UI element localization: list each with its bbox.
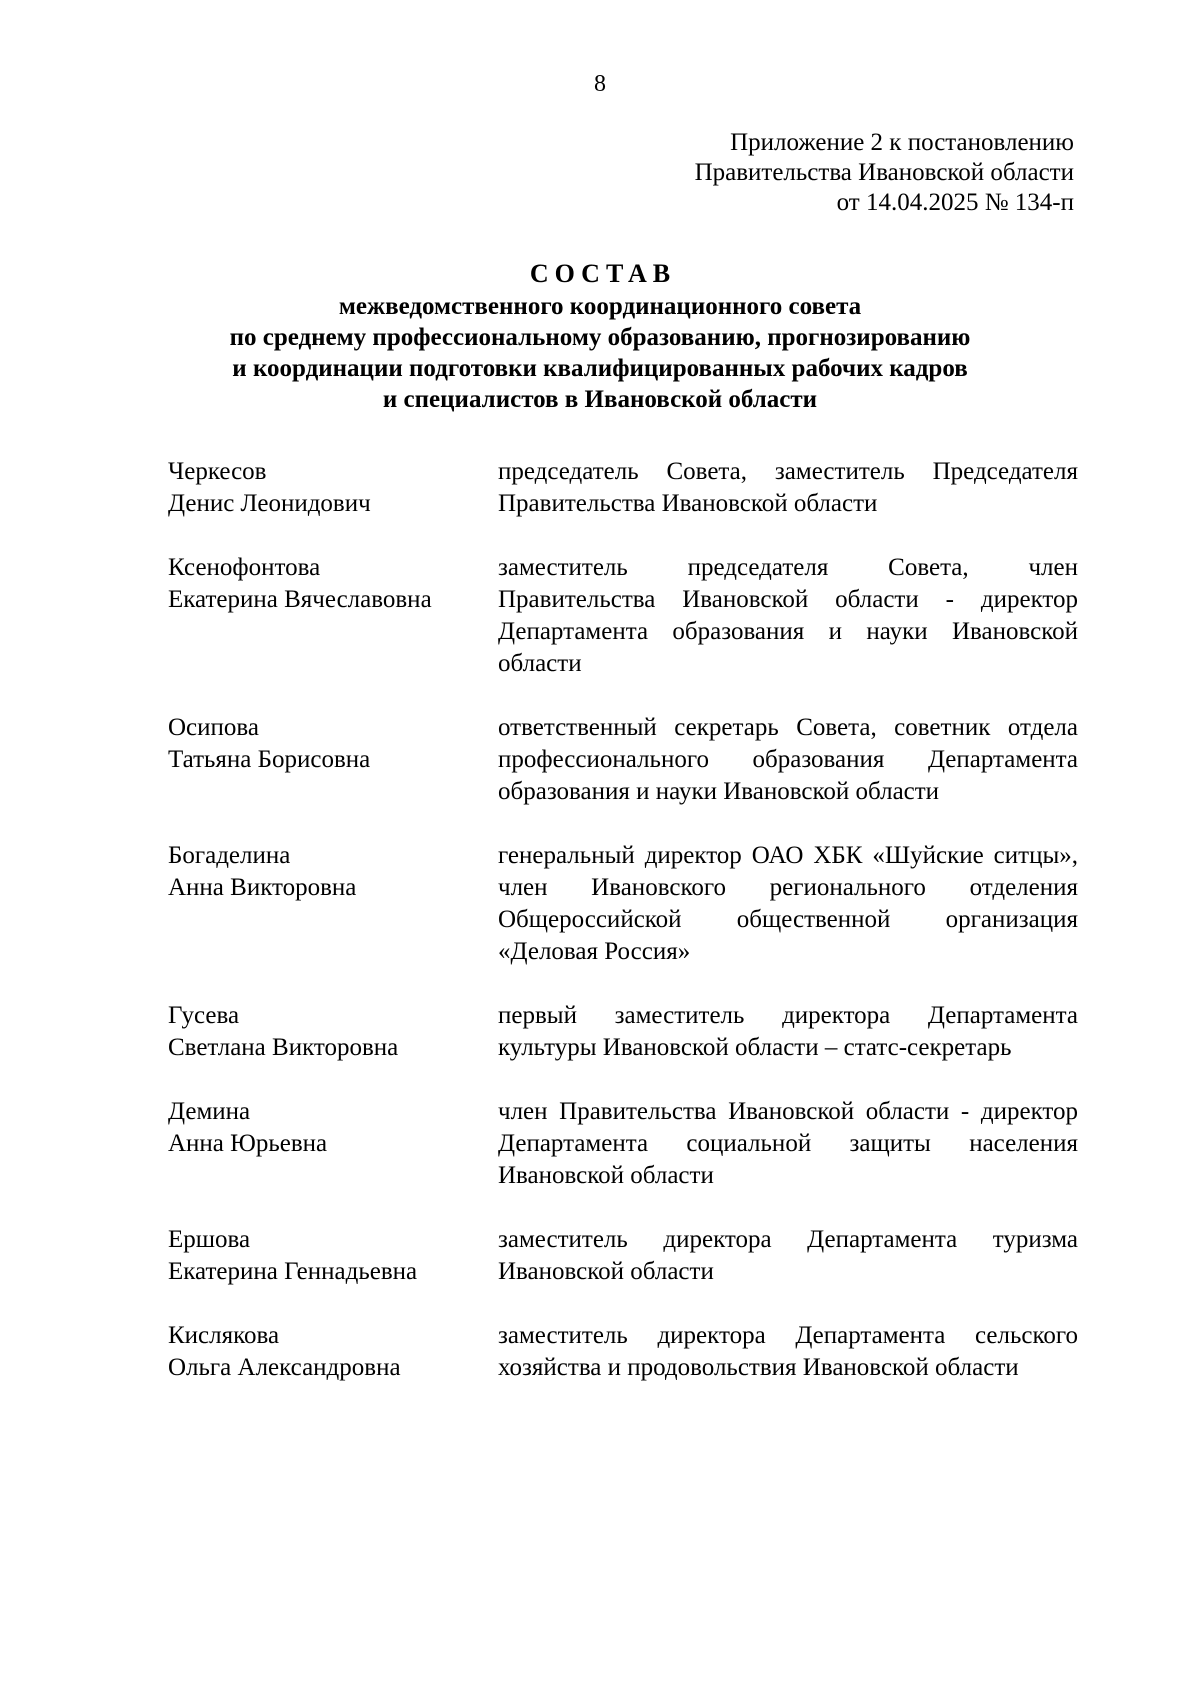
member-entry bbox=[168, 840, 1078, 968]
member-given-names: Татьяна Борисовна bbox=[168, 746, 371, 773]
member-given-names: Светлана Викторовна bbox=[168, 1034, 399, 1061]
member-name bbox=[168, 1224, 498, 1288]
member-name bbox=[168, 552, 498, 680]
member-name bbox=[168, 1096, 498, 1192]
member-name bbox=[168, 1320, 498, 1384]
member-entry bbox=[168, 456, 1078, 520]
member-name bbox=[168, 840, 498, 968]
appendix-line-2: Правительства Ивановской области bbox=[694, 159, 1074, 186]
members-list bbox=[168, 456, 1078, 1416]
document-title bbox=[0, 257, 1200, 415]
member-given-names: Екатерина Вячеславовна bbox=[168, 586, 432, 613]
member-surname: Кислякова bbox=[168, 1322, 280, 1349]
member-entry bbox=[168, 1096, 1078, 1192]
page-number: 8 bbox=[594, 71, 606, 97]
member-name bbox=[168, 456, 498, 520]
appendix-line-3: от 14.04.2025 № 134-п bbox=[836, 189, 1074, 216]
member-role: генеральный директор ОАО ХБК «Шуйские ситцы», член Ивановского регионального отделения Общероссийской общественной организация «Деловая Россия» bbox=[498, 842, 1078, 965]
member-surname: Черкесов bbox=[168, 458, 267, 485]
member-surname: Гусева bbox=[168, 1002, 240, 1029]
member-surname: Осипова bbox=[168, 714, 259, 741]
appendix-line-1: Приложение 2 к постановлению bbox=[730, 129, 1074, 156]
member-entry bbox=[168, 552, 1078, 680]
appendix-reference bbox=[695, 128, 1074, 218]
title-heading: СОСТАВ bbox=[529, 259, 677, 288]
member-surname: Ксенофонтова bbox=[168, 554, 321, 581]
member-entry bbox=[168, 712, 1078, 808]
member-surname: Ершова bbox=[168, 1226, 251, 1253]
member-role: первый заместитель директора Департамента культуры Ивановской области – статс-секретарь bbox=[498, 1002, 1078, 1061]
member-entry bbox=[168, 1000, 1078, 1064]
member-entry bbox=[168, 1224, 1078, 1288]
title-line-3: и координации подготовки квалифицированных рабочих кадров bbox=[232, 355, 968, 382]
title-line-2: по среднему профессиональному образованию, прогнозированию bbox=[229, 324, 971, 351]
member-name bbox=[168, 1000, 498, 1064]
member-given-names: Анна Юрьевна bbox=[168, 1130, 328, 1157]
member-role: заместитель директора Департамента туризма Ивановской области bbox=[498, 1226, 1078, 1285]
member-given-names: Анна Викторовна bbox=[168, 874, 357, 901]
member-role: заместитель председателя Совета, член Правительства Ивановской области - директор Департамента образования и науки Ивановской области bbox=[498, 554, 1078, 677]
member-role: ответственный секретарь Совета, советник отдела профессионального образования Департамента образования и науки Ивановской области bbox=[498, 714, 1078, 805]
member-given-names: Ольга Александровна bbox=[168, 1354, 401, 1381]
member-given-names: Екатерина Геннадьевна bbox=[168, 1258, 418, 1285]
title-line-1: межведомственного координационного совета bbox=[338, 293, 862, 320]
member-given-names: Денис Леонидович bbox=[168, 490, 371, 517]
member-surname: Демина bbox=[168, 1098, 251, 1125]
member-role: член Правительства Ивановской области - директор Департамента социальной защиты населения Ивановской области bbox=[498, 1098, 1078, 1189]
member-surname: Богаделина bbox=[168, 842, 291, 869]
member-entry bbox=[168, 1320, 1078, 1384]
title-line-4: и специалистов в Ивановской области bbox=[382, 386, 818, 413]
member-name bbox=[168, 712, 498, 808]
member-role: заместитель директора Департамента сельского хозяйства и продовольствия Ивановской области bbox=[498, 1322, 1078, 1381]
member-role: председатель Совета, заместитель Председателя Правительства Ивановской области bbox=[498, 458, 1078, 517]
